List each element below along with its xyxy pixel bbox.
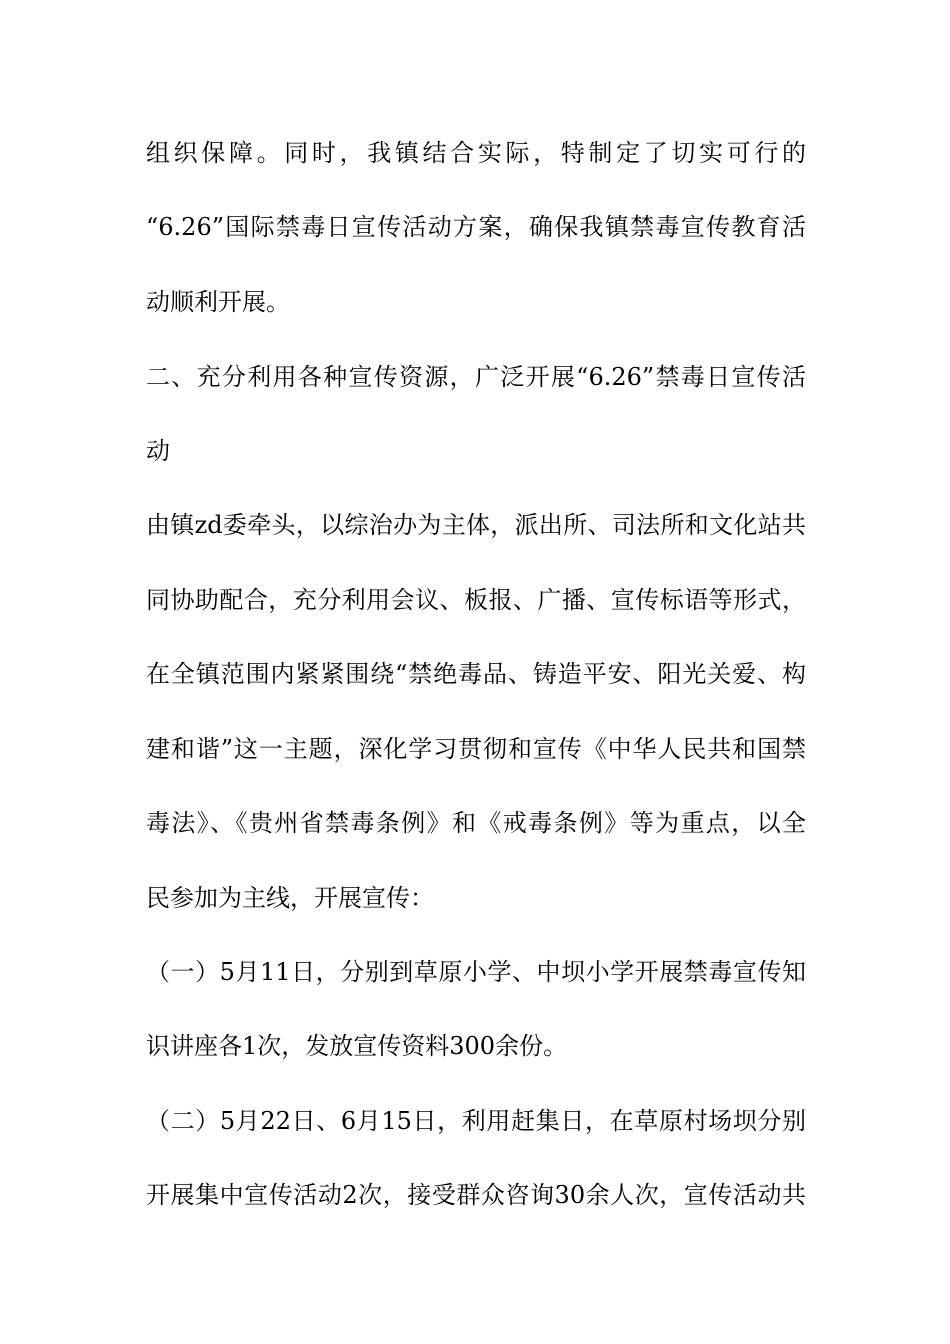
list-item-line: （二）5月22日、6月15日，利用赶集日，在草原村场坝分别 (146, 1107, 806, 1135)
body-line: 毒法》、《贵州省禁毒条例》和《戒毒条例》等为重点，以全 (146, 809, 806, 837)
body-line: 由镇zd委牵头，以综治办为主体，派出所、司法所和文化站共 (146, 511, 806, 539)
body-line: 在全镇范围内紧紧围绕“禁绝毒品、铸造平安、阳光关爱、构 (146, 660, 806, 688)
body-line: 同协助配合，充分利用会议、板报、广播、宣传标语等形式， (146, 586, 806, 614)
list-item-line: （一）5月11日，分别到草原小学、中坝小学开展禁毒宣传知 (146, 958, 806, 986)
list-item-line: 开展集中宣传活动2次，接受群众咨询30余人次，宣传活动共 (146, 1181, 806, 1209)
body-line: 建和谐”这一主题，深化学习贯彻和宣传《中华人民共和国禁 (146, 735, 806, 763)
section-heading: 二、充分利用各种宣传资源，广泛开展“6.26”禁毒日宣传活 (146, 363, 806, 391)
body-line: 组织保障。同时，我镇结合实际，特制定了切实可行的 (146, 139, 806, 167)
section-heading-continued: 动 (146, 437, 170, 465)
list-item-line: 识讲座各1次，发放宣传资料300余份。 (146, 1032, 568, 1060)
body-line: 民参加为主线，开展宣传： (146, 884, 434, 912)
body-line: “6.26”国际禁毒日宣传活动方案，确保我镇禁毒宣传教育活 (146, 213, 806, 241)
body-line: 动顺利开展。 (146, 288, 290, 316)
